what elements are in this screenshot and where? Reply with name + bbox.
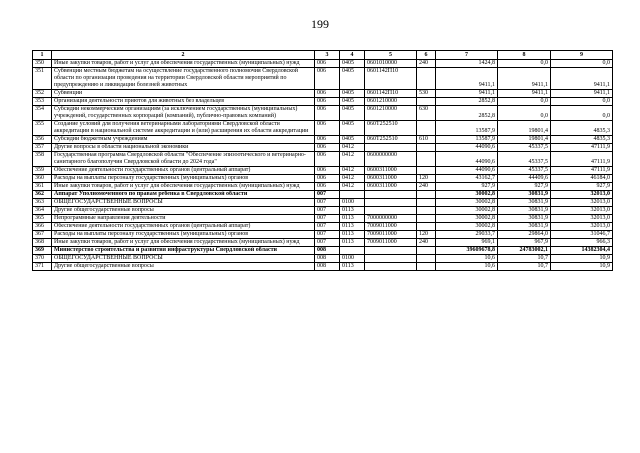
row-code-target [365, 144, 417, 152]
row-code-target: 0600000000 [365, 152, 417, 167]
row-amount-1: 30002,8 [436, 223, 498, 231]
row-code-type: 610 [417, 136, 436, 144]
table-row [33, 60, 613, 68]
budget-table [32, 50, 613, 271]
table-row [33, 136, 613, 144]
row-amount-2: 9411,1 [498, 90, 551, 98]
row-code-section: 0412 [340, 144, 365, 152]
row-amount-3: 0,0 [551, 98, 613, 106]
row-amount-1: 39609678,8 [436, 247, 498, 255]
header-cell: 8 [498, 51, 551, 60]
header-cell: 6 [417, 51, 436, 60]
row-amount-2: 44409,6 [498, 175, 551, 183]
table-row [33, 223, 613, 231]
row-amount-3: 47111,9 [551, 144, 613, 152]
row-code-type [417, 247, 436, 255]
table-row [33, 106, 613, 121]
row-code-admin: 007 [315, 239, 340, 247]
row-number: 362 [33, 191, 52, 199]
row-amount-3: 32013,0 [551, 215, 613, 223]
row-code-type: 240 [417, 60, 436, 68]
row-code-admin: 008 [315, 247, 340, 255]
row-code-section: 0113 [340, 231, 365, 239]
row-amount-2: 30831,9 [498, 199, 551, 207]
row-amount-3: 9411,1 [551, 68, 613, 90]
row-code-type [417, 207, 436, 215]
table-row [33, 199, 613, 207]
row-code-type: 120 [417, 175, 436, 183]
row-code-type: 630 [417, 106, 436, 121]
row-code-admin: 006 [315, 68, 340, 90]
row-code-admin: 007 [315, 207, 340, 215]
table-row [33, 121, 613, 136]
row-amount-3: 32013,0 [551, 207, 613, 215]
row-code-type [417, 68, 436, 90]
row-amount-2: 30831,9 [498, 215, 551, 223]
row-code-target: 0601010000 [365, 60, 417, 68]
row-amount-1: 43162,7 [436, 175, 498, 183]
row-code-admin: 007 [315, 191, 340, 199]
row-amount-2: 927,9 [498, 183, 551, 191]
row-number: 364 [33, 207, 52, 215]
row-code-section: 0113 [340, 263, 365, 271]
row-name: Иные закупки товаров, работ и услуг для обеспечения государственных (муниципальных) нужд [52, 60, 315, 68]
row-name: Расходы на выплаты персоналу государственных (муниципальных) органов [52, 231, 315, 239]
row-amount-3: 10,9 [551, 263, 613, 271]
row-code-admin: 007 [315, 223, 340, 231]
row-amount-2: 30831,9 [498, 191, 551, 199]
row-amount-1: 30002,8 [436, 207, 498, 215]
header-cell: 5 [365, 51, 417, 60]
table-row [33, 183, 613, 191]
row-number: 370 [33, 255, 52, 263]
row-number: 359 [33, 167, 52, 175]
row-number: 361 [33, 183, 52, 191]
row-amount-2: 24783002,1 [498, 247, 551, 255]
row-number: 366 [33, 223, 52, 231]
row-amount-1: 2852,8 [436, 106, 498, 121]
row-code-section: 0405 [340, 90, 365, 98]
row-amount-3: 4835,3 [551, 121, 613, 136]
row-code-type [417, 144, 436, 152]
row-amount-1: 9411,1 [436, 90, 498, 98]
row-amount-1: 30002,8 [436, 191, 498, 199]
row-amount-3: 966,3 [551, 239, 613, 247]
row-amount-3: 0,0 [551, 60, 613, 68]
row-amount-1: 30002,8 [436, 199, 498, 207]
row-code-target: 0600311000 [365, 167, 417, 175]
row-code-admin: 006 [315, 152, 340, 167]
row-name: Субвенции местным бюджетам на осуществление государственного полномочия Свердловской области по организации проведения на территории Свердловской области мероприятий по предупреждению и ликвидации болезней животных [52, 68, 315, 90]
row-code-target: 7009011000 [365, 231, 417, 239]
row-code-admin: 006 [315, 183, 340, 191]
row-amount-2: 0,0 [498, 98, 551, 106]
row-number: 369 [33, 247, 52, 255]
row-amount-3: 47111,9 [551, 152, 613, 167]
row-code-type [417, 223, 436, 231]
row-number: 368 [33, 239, 52, 247]
table-row [33, 207, 613, 215]
row-code-section: 0405 [340, 98, 365, 106]
row-code-target: 0601142П10 [365, 68, 417, 90]
row-code-target: 7009011000 [365, 239, 417, 247]
row-code-target [365, 247, 417, 255]
row-code-type [417, 263, 436, 271]
row-code-target: 7000000000 [365, 215, 417, 223]
row-code-section: 0412 [340, 175, 365, 183]
table-row [33, 239, 613, 247]
row-code-section: 0100 [340, 255, 365, 263]
row-amount-2: 45337,5 [498, 167, 551, 175]
table-row [33, 231, 613, 239]
row-amount-1: 13587,9 [436, 121, 498, 136]
row-code-section: 0405 [340, 60, 365, 68]
row-number: 352 [33, 90, 52, 98]
row-amount-1: 44090,6 [436, 152, 498, 167]
row-code-target: 0601210000 [365, 98, 417, 106]
row-code-type [417, 121, 436, 136]
row-code-admin: 006 [315, 136, 340, 144]
table-row [33, 90, 613, 98]
row-code-target [365, 255, 417, 263]
table-row [33, 167, 613, 175]
row-amount-1: 30002,8 [436, 215, 498, 223]
table-row [33, 98, 613, 106]
row-name: Расходы на выплаты персоналу государственных (муниципальных) органов [52, 175, 315, 183]
row-number: 360 [33, 175, 52, 183]
row-amount-2: 19801,4 [498, 121, 551, 136]
row-code-type [417, 255, 436, 263]
table-row [33, 144, 613, 152]
row-code-target: 0601210000 [365, 106, 417, 121]
row-amount-1: 2852,8 [436, 98, 498, 106]
row-number: 356 [33, 136, 52, 144]
row-amount-2: 9411,1 [498, 68, 551, 90]
row-name: Организация деятельности приютов для животных без владельцев [52, 98, 315, 106]
row-code-section: 0113 [340, 207, 365, 215]
row-name: Другие вопросы в области национальной экономики [52, 144, 315, 152]
header-cell: 9 [551, 51, 613, 60]
row-amount-1: 1424,8 [436, 60, 498, 68]
row-code-section: 0113 [340, 239, 365, 247]
table-row [33, 68, 613, 90]
row-name: Субвенции [52, 90, 315, 98]
row-name: Непрограммные направления деятельности [52, 215, 315, 223]
row-amount-1: 10,6 [436, 255, 498, 263]
row-code-admin: 007 [315, 215, 340, 223]
row-code-admin: 008 [315, 263, 340, 271]
table-row [33, 255, 613, 263]
row-code-type: 120 [417, 231, 436, 239]
table-row [33, 263, 613, 271]
row-amount-3: 9411,1 [551, 90, 613, 98]
row-name: Государственная программа Свердловской области "Обеспечение эпизоотического и ветеринарно-санитарного благополучия Свердловской области до 2024 года" [52, 152, 315, 167]
row-amount-3: 927,9 [551, 183, 613, 191]
row-code-section: 0405 [340, 106, 365, 121]
row-number: 363 [33, 199, 52, 207]
row-name: Другие общегосударственные вопросы [52, 207, 315, 215]
table-row [33, 247, 613, 255]
row-code-admin: 007 [315, 199, 340, 207]
table-row [33, 191, 613, 199]
row-code-section: 0405 [340, 121, 365, 136]
row-number: 351 [33, 68, 52, 90]
row-code-admin: 008 [315, 255, 340, 263]
row-amount-2: 10,7 [498, 263, 551, 271]
row-code-target: 0600311000 [365, 175, 417, 183]
row-number: 358 [33, 152, 52, 167]
row-code-admin: 006 [315, 90, 340, 98]
row-number: 365 [33, 215, 52, 223]
row-code-section: 0113 [340, 215, 365, 223]
row-amount-2: 0,0 [498, 106, 551, 121]
row-code-type [417, 152, 436, 167]
row-code-type: 240 [417, 183, 436, 191]
row-name: Создание условий для получения ветеринарными лабораториями Свердловской области аккредитации в национальной системе аккредитации и (или) расширения их области аккредитации [52, 121, 315, 136]
row-amount-2: 29864,0 [498, 231, 551, 239]
header-cell: 3 [315, 51, 340, 60]
row-name: Министерство строительства и развития инфраструктуры Свердловской области [52, 247, 315, 255]
row-amount-3: 0,0 [551, 106, 613, 121]
row-code-type [417, 191, 436, 199]
row-number: 354 [33, 106, 52, 121]
row-code-target: 0601142П10 [365, 90, 417, 98]
row-number: 350 [33, 60, 52, 68]
row-code-section: 0405 [340, 136, 365, 144]
row-amount-1: 44090,6 [436, 144, 498, 152]
row-number: 371 [33, 263, 52, 271]
row-code-section: 0412 [340, 167, 365, 175]
row-amount-1: 969,1 [436, 239, 498, 247]
row-code-type [417, 98, 436, 106]
row-amount-3: 4835,3 [551, 136, 613, 144]
row-amount-2: 45337,5 [498, 144, 551, 152]
row-name: Иные закупки товаров, работ и услуг для обеспечения государственных (муниципальных) нужд [52, 239, 315, 247]
row-amount-3: 31046,7 [551, 231, 613, 239]
row-amount-2: 10,7 [498, 255, 551, 263]
row-code-section [340, 191, 365, 199]
row-name: ОБЩЕГОСУДАРСТВЕННЫЕ ВОПРОСЫ [52, 255, 315, 263]
table-row [33, 175, 613, 183]
row-amount-2: 19801,4 [498, 136, 551, 144]
row-amount-2: 45337,5 [498, 152, 551, 167]
row-name: Другие общегосударственные вопросы [52, 263, 315, 271]
row-amount-3: 32013,0 [551, 191, 613, 199]
table-row [33, 215, 613, 223]
row-code-admin: 006 [315, 175, 340, 183]
row-code-type: 240 [417, 239, 436, 247]
row-amount-3: 10,9 [551, 255, 613, 263]
row-amount-1: 29033,7 [436, 231, 498, 239]
row-name: Иные закупки товаров, работ и услуг для обеспечения государственных (муниципальных) нужд [52, 183, 315, 191]
row-code-type [417, 167, 436, 175]
row-amount-2: 0,0 [498, 60, 551, 68]
row-code-target: 7009011000 [365, 223, 417, 231]
row-amount-3: 46184,0 [551, 175, 613, 183]
row-name: Субсидии бюджетным учреждениям [52, 136, 315, 144]
row-name: Субсидии некоммерческим организациям (за исключением государственных (муниципальных) учреждений, государственных корпораций (компаний), публично-правовых компаний) [52, 106, 315, 121]
row-code-admin: 006 [315, 60, 340, 68]
row-amount-3: 47111,9 [551, 167, 613, 175]
row-number: 355 [33, 121, 52, 136]
table-row [33, 152, 613, 167]
row-code-admin: 006 [315, 106, 340, 121]
row-code-admin: 006 [315, 98, 340, 106]
row-name: Обеспечение деятельности государственных органов (центральный аппарат) [52, 223, 315, 231]
row-code-admin: 006 [315, 121, 340, 136]
row-code-section: 0412 [340, 152, 365, 167]
row-amount-1: 10,6 [436, 263, 498, 271]
page-number: 199 [311, 17, 329, 31]
header-cell: 4 [340, 51, 365, 60]
row-number: 357 [33, 144, 52, 152]
row-code-section: 0100 [340, 199, 365, 207]
header-cell: 1 [33, 51, 52, 60]
row-amount-3: 14382304,4 [551, 247, 613, 255]
row-code-target [365, 207, 417, 215]
row-amount-2: 30831,9 [498, 207, 551, 215]
row-code-target [365, 199, 417, 207]
row-amount-2: 967,9 [498, 239, 551, 247]
header-cell: 2 [52, 51, 315, 60]
row-code-type: 530 [417, 90, 436, 98]
row-name: Обеспечение деятельности государственных органов (центральный аппарат) [52, 167, 315, 175]
row-code-section: 0405 [340, 68, 365, 90]
row-code-admin: 006 [315, 144, 340, 152]
row-code-target [365, 191, 417, 199]
row-amount-3: 32013,0 [551, 199, 613, 207]
row-number: 367 [33, 231, 52, 239]
row-code-admin: 006 [315, 167, 340, 175]
row-amount-3: 32013,0 [551, 223, 613, 231]
row-amount-1: 13587,9 [436, 136, 498, 144]
row-amount-2: 30831,9 [498, 223, 551, 231]
header-cell: 7 [436, 51, 498, 60]
row-code-section [340, 247, 365, 255]
row-code-type [417, 199, 436, 207]
row-code-target: 0600311000 [365, 183, 417, 191]
row-code-target: 060Т252510 [365, 121, 417, 136]
row-amount-1: 44090,6 [436, 167, 498, 175]
row-code-target [365, 263, 417, 271]
row-name: ОБЩЕГОСУДАРСТВЕННЫЕ ВОПРОСЫ [52, 199, 315, 207]
row-code-target: 060Т252510 [365, 136, 417, 144]
row-code-section: 0113 [340, 223, 365, 231]
row-code-admin: 007 [315, 231, 340, 239]
row-amount-1: 9411,1 [436, 68, 498, 90]
row-amount-1: 927,9 [436, 183, 498, 191]
row-code-section: 0412 [340, 183, 365, 191]
row-code-type [417, 215, 436, 223]
row-name: Аппарат Уполномоченного по правам ребенка в Свердловской области [52, 191, 315, 199]
row-number: 353 [33, 98, 52, 106]
table-header-row [33, 51, 613, 60]
